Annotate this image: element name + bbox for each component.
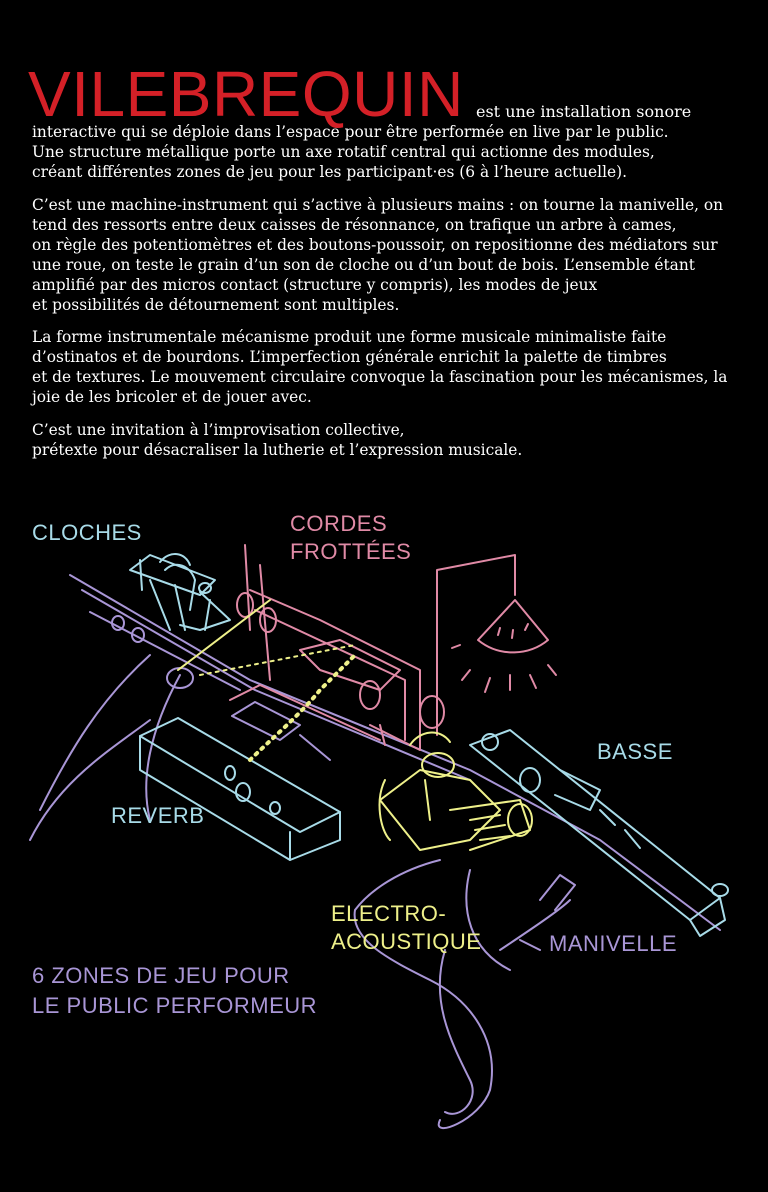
intro-line-2: interactive qui se déploie dans l’espace pour être performée en live par le public.	[32, 123, 669, 141]
label-zones-de-jeu	[32, 961, 317, 1021]
label-cloches: CLOCHES	[32, 520, 142, 545]
paragraph-2-line: on règle des potentiomètres et des boutons-poussoir, on repositionne des médiators sur	[32, 236, 718, 254]
paragraph-3-line: et de textures. Le mouvement circulaire convoque la fascination pour les mécanismes, la	[32, 368, 728, 386]
intro-line-4: créant différentes zones de jeu pour les participant·es (6 à l’heure actuelle).	[32, 163, 628, 181]
cordes-module-drawing	[230, 545, 444, 750]
label-reverb: REVERB	[111, 803, 205, 828]
intro-line-1: est une installation sonore	[476, 102, 692, 121]
paragraph-2-line: tend des ressorts entre deux caisses de résonnance, on trafique un arbre à cames,	[32, 216, 677, 234]
lamp-drawing	[437, 555, 556, 735]
paragraph-3-line: joie de les bricoler et de jouer avec.	[32, 388, 312, 406]
label-electro-acoustique	[331, 900, 481, 956]
paragraph-2-line: une roue, on teste le grain d’un son de cloche ou d’un bout de bois. L’ensemble étant	[32, 256, 695, 274]
paragraph-4-line: C’est une invitation à l’improvisation collective,	[32, 421, 405, 439]
label-cordes-line-1: CORDES	[290, 511, 388, 536]
label-cordes-frottees	[290, 510, 411, 566]
paragraph-3-line: La forme instrumentale mécanisme produit une forme musicale minimaliste faite	[32, 328, 667, 346]
paragraph-2-line: amplifié par des micros contact (structure y compris), les modes de jeux	[32, 276, 598, 294]
label-cordes-line-2: FROTTÉES	[290, 539, 412, 564]
title: VILEBREQUIN	[28, 58, 464, 130]
installation-sketch	[0, 480, 768, 1192]
label-manivelle: MANIVELLE	[549, 931, 677, 956]
intro-line-3: Une structure métallique porte un axe rotatif central qui actionne des modules,	[32, 143, 655, 161]
paragraph-4-line: prétexte pour désacraliser la lutherie et l’expression musicale.	[32, 441, 523, 459]
paragraph-4	[32, 420, 732, 460]
label-electro-line-1: ELECTRO-	[331, 901, 447, 926]
reverb-box-drawing	[140, 718, 340, 860]
paragraph-2	[32, 195, 732, 315]
label-electro-line-2: ACOUSTIQUE	[331, 929, 482, 954]
label-basse: BASSE	[597, 739, 673, 764]
paragraph-2-line: C’est une machine-instrument qui s’active à plusieurs mains : on tourne la manivelle, on	[32, 196, 724, 214]
label-zones-line-1: 6 ZONES DE JEU POUR	[32, 963, 290, 988]
paragraph-3-line: d’ostinatos et de bourdons. L’imperfection générale enrichit la palette de timbres	[32, 348, 667, 366]
intro-paragraph	[32, 122, 732, 182]
paragraph-2-line: et possibilités de détournement sont multiples.	[32, 296, 400, 314]
label-zones-line-2: LE PUBLIC PERFORMEUR	[32, 993, 318, 1018]
paragraph-3	[32, 327, 732, 407]
